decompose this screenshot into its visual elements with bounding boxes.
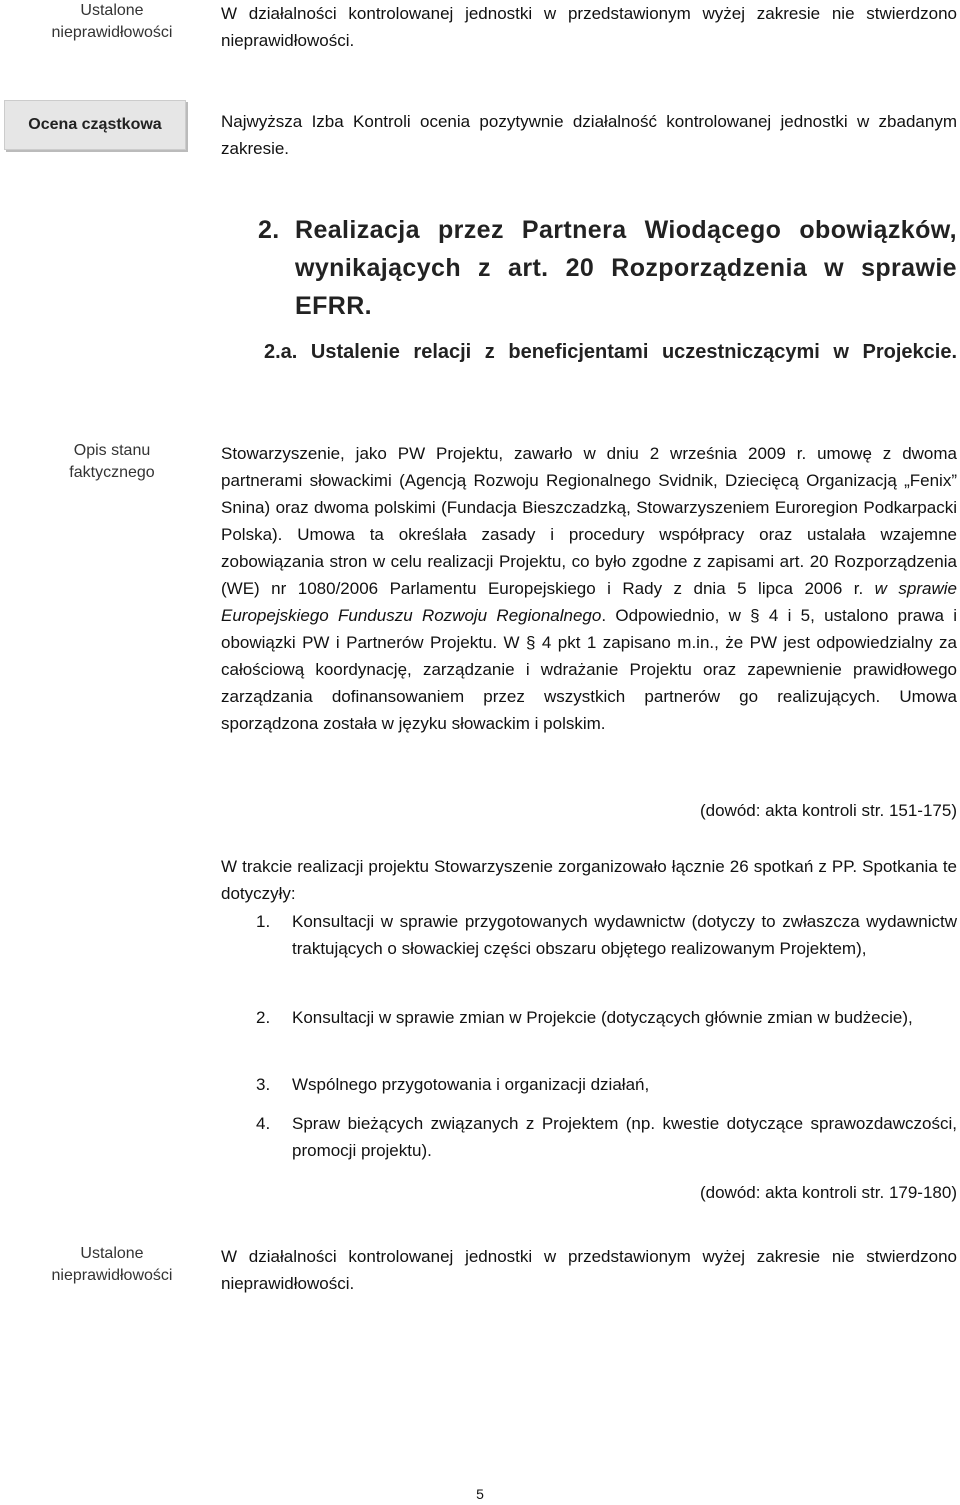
- findings-text-top: W działalności kontrolowanej jednostki w przedstawionym wyżej zakresie nie stwierdzono nieprawidłowości.: [221, 4, 957, 50]
- assessment-text: Najwyższa Izba Kontroli ocenia pozytywnie działalność kontrolowanej jednostki w zbadanym zakresie.: [221, 112, 957, 158]
- regulation-title: w sprawie Europejskiego Funduszu Rozwoju Regionalnego: [221, 579, 957, 625]
- side-label-line: nieprawidłowości: [51, 24, 173, 41]
- list-number: 2.: [256, 1008, 271, 1027]
- list-item: [256, 1071, 957, 1098]
- section-heading-num: 2.: [258, 216, 280, 244]
- findings-text-bottom: W działalności kontrolowanej jednostki w przedstawionym wyżej zakresie nie stwierdzono nieprawidłowości.: [221, 1247, 957, 1293]
- side-label-facts: [28, 440, 196, 484]
- list-item: [256, 1004, 957, 1031]
- list-text: Spraw bieżących związanych z Projektem (np. kwestie dotyczące sprawozdawczości, promocji projektu).: [292, 1114, 957, 1160]
- page-number: 5: [476, 1486, 484, 1502]
- side-label-findings-top: [28, 0, 196, 44]
- side-label-line: Ustalone: [80, 2, 144, 19]
- assessment-label-box: [4, 100, 186, 150]
- list-item: [256, 908, 957, 962]
- side-label-findings-bottom: [28, 1243, 196, 1287]
- list-text: Konsultacji w sprawie przygotowanych wydawnictw (dotyczy to zwłaszcza wydawnictw traktujących o słowackiej części obszaru objętego realizowanym Projektem),: [292, 912, 957, 958]
- side-label-line: Opis stanu: [73, 442, 151, 459]
- section-heading-text: Realizacja przez Partnera Wiodącego obowiązków, wynikających z art. 20 Rozporządzenia w sprawie EFRR.: [295, 216, 957, 320]
- evidence-note-2: (dowód: akta kontroli str. 179-180): [699, 1183, 957, 1202]
- side-label-line: Ustalone: [80, 1245, 144, 1262]
- list-item: [256, 1110, 957, 1164]
- list-number: 4.: [256, 1114, 271, 1133]
- list-text: Wspólnego przygotowania i organizacji działań,: [292, 1075, 650, 1094]
- list-number: 3.: [256, 1075, 271, 1094]
- paragraph-text: . Odpowiednio, w § 4 i 5, ustalono prawa i obowiązki PW i Partnerów Projektu. W § 4 pkt 1 zapisano m.in., że PW jest odpowiedzialny za całościową koordynację, zarządzanie i wdrażanie Projektu oraz zapewnienie prawidłowego zarządzania dofinansowaniem przez wszystkich partnerów go realizujących. Umowa sporządzona została w języku słowackim i polskim.: [221, 606, 957, 733]
- paragraph-text: Stowarzyszenie, jako PW Projektu, zawarło w dniu 2 września 2009 r. umowę z dwoma partnerami słowackimi (Agencją Rozwoju Regionalnego Svidnik, Dziecięcą Organizacją „Fenix” Snina) oraz dwoma polskimi (Fundacja Bieszczadzką, Stowarzyszeniem Euroregion Podkarpacki Polska). Umowa ta określała zasady i procedury współpracy oraz ustalała wzajemne zobowiązania stron w celu realizacji Projektu, co było zgodne z zapisami art. 20 Rozporządzenia (WE) nr 1080/2006 Parlamentu Europejskiego i Rady z dnia 5 lipca 2006 r.: [221, 444, 957, 598]
- evidence-note-1: (dowód: akta kontroli str. 151-175): [699, 801, 957, 820]
- sub-heading: 2.a. Ustalenie relacji z beneficjentami uczestniczącymi w Projekcie.: [264, 341, 957, 363]
- side-label-line: faktycznego: [69, 464, 155, 481]
- facts-paragraph-2: W trakcie realizacji projektu Stowarzyszenie zorganizowało łącznie 26 spotkań z PP. Spotkania te dotyczyły:: [221, 857, 957, 903]
- list-text: Konsultacji w sprawie zmian w Projekcie (dotyczących głównie zmian w budżecie),: [292, 1008, 913, 1027]
- facts-paragraph-1: [221, 440, 957, 737]
- side-label-line: nieprawidłowości: [51, 1267, 173, 1284]
- assessment-label: Ocena cząstkowa: [28, 116, 162, 133]
- list-number: 1.: [256, 912, 271, 931]
